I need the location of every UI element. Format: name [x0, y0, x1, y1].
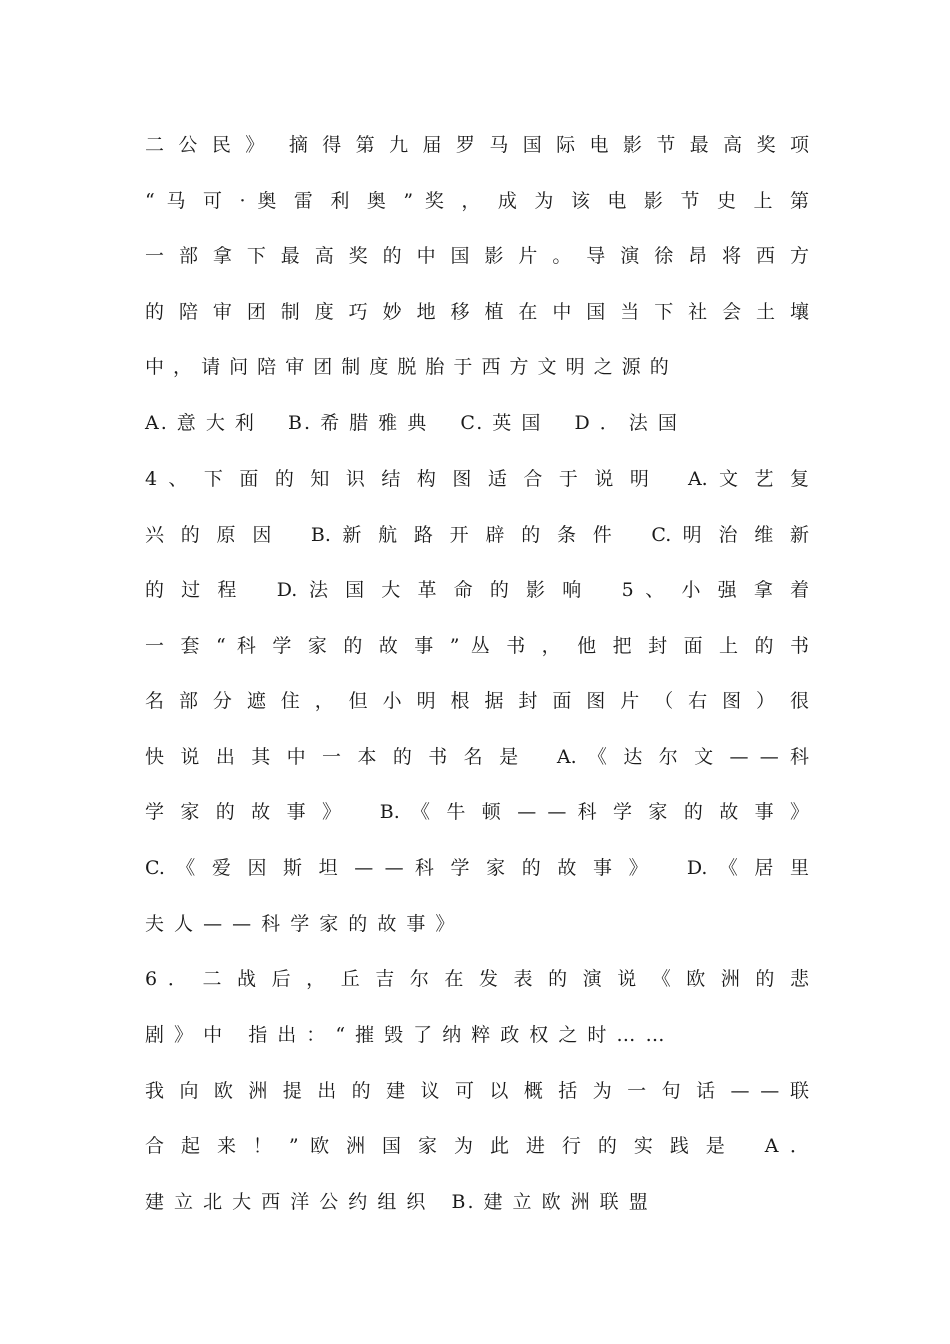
text-line-8: 兴 的 原 因 B. 新 航 路 开 辟 的 条 件 C. 明 治 维 新	[145, 524, 809, 546]
text-line-4: 的 陪 审 团 制 度 巧 妙 地 移 植 在 中 国 当 下 社 会 土 壤	[145, 301, 809, 323]
text-line-7: 4 、 下 面 的 知 识 结 构 图 适 合 于 说 明 A. 文 艺 复	[145, 468, 809, 490]
text-line-15: 夫 人 — — 科 学 家 的 故 事 》	[145, 913, 457, 935]
text-line-2: “ 马 可 · 奥 雷 利 奥 ” 奖 ， 成 为 该 电 影 节 史 上 第	[145, 190, 809, 212]
text-line-6: A. 意 大 利 B. 希 腊 雅 典 C. 英 国 D ． 法 国	[145, 412, 679, 434]
text-line-13: 学 家 的 故 事 》 B. 《 牛 顿 — — 科 学 家 的 故 事 》	[145, 801, 809, 823]
text-line-19: 合 起 来 ！ ” 欧 洲 国 家 为 此 进 行 的 实 践 是 A ．	[145, 1135, 809, 1157]
text-line-16: 6 ． 二 战 后 ， 丘 吉 尔 在 发 表 的 演 说 《 欧 洲 的 悲	[145, 968, 809, 990]
text-line-11: 名 部 分 遮 住 ， 但 小 明 根 据 封 面 图 片 （ 右 图 ） 很	[145, 690, 809, 712]
text-line-10: 一 套 “ 科 学 家 的 故 事 ” 丛 书 ， 他 把 封 面 上 的 书	[145, 635, 809, 657]
text-line-3: 一 部 拿 下 最 高 奖 的 中 国 影 片 。 导 演 徐 昂 将 西 方	[145, 245, 809, 267]
text-line-5: 中 ， 请 问 陪 审 团 制 度 脱 胎 于 西 方 文 明 之 源 的	[145, 356, 671, 378]
text-line-14: C. 《 爱 因 斯 坦 — — 科 学 家 的 故 事 》 D. 《 居 里	[145, 857, 809, 879]
text-line-1: 二 公 民 》 摘 得 第 九 届 罗 马 国 际 电 影 节 最 高 奖 项	[145, 134, 809, 156]
text-line-17: 剧 》 中 指 出 ： “ 摧 毁 了 纳 粹 政 权 之 时 … …	[145, 1024, 667, 1046]
text-line-18: 我 向 欧 洲 提 出 的 建 议 可 以 概 括 为 一 句 话 — — 联	[145, 1080, 809, 1102]
text-line-12: 快 说 出 其 中 一 本 的 书 名 是 A. 《 达 尔 文 — — 科	[145, 746, 809, 768]
text-line-9: 的 过 程 D. 法 国 大 革 命 的 影 响 5 、 小 强 拿 着	[145, 579, 809, 601]
text-line-20: 建 立 北 大 西 洋 公 约 组 织 B. 建 立 欧 洲 联 盟	[145, 1191, 650, 1213]
